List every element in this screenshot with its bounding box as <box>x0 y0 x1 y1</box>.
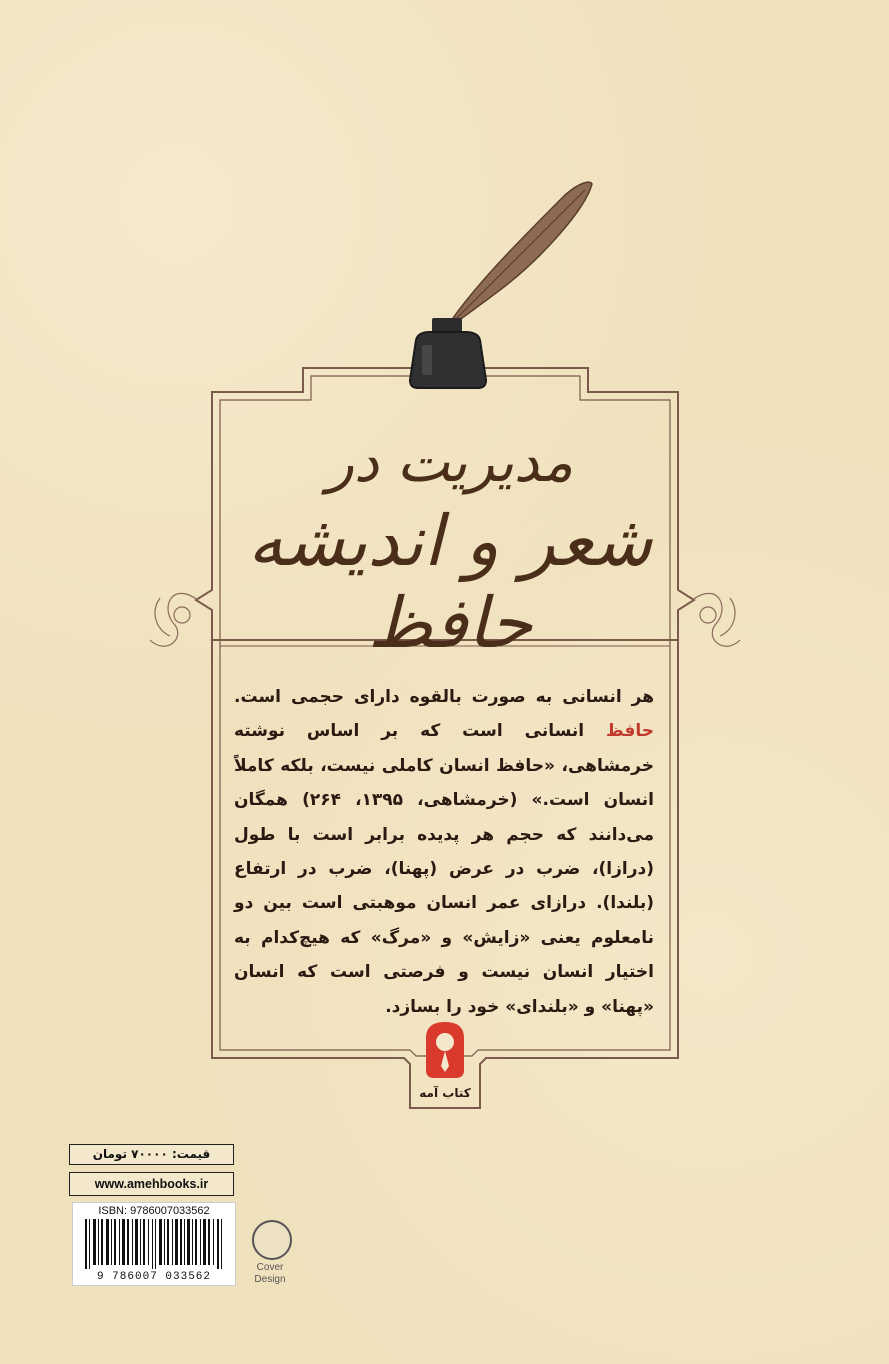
cover-design-label <box>243 1262 297 1286</box>
price-label: قیمت: ۷۰۰۰۰ تومان <box>69 1144 234 1165</box>
publisher-name: کتاب آمه <box>419 1086 471 1100</box>
inkwell-icon <box>410 318 486 388</box>
barcode-digits: 9 786007 033562 <box>96 1271 212 1283</box>
isbn-label: ISBN: 9786007033562 <box>98 1205 210 1217</box>
website-label: www.amehbooks.ir <box>69 1172 234 1196</box>
cover-design-line-1: Cover <box>256 1262 284 1273</box>
right-ornament-icon <box>692 593 740 646</box>
description-highlight: حافظ <box>606 721 654 742</box>
title-line-1: مدیریت در <box>326 430 574 495</box>
publisher-logo-icon <box>422 1018 468 1082</box>
barcode <box>72 1202 236 1286</box>
description-opening: هر انسانی به صورت بالقوه دارای حجمی است. <box>234 687 654 707</box>
quill-icon <box>445 182 592 330</box>
title-line-2: شعر و اندیشه حافظ <box>247 500 653 664</box>
book-description <box>234 680 654 1024</box>
cover-design-line-2: Design <box>254 1274 286 1285</box>
barcode-bars <box>85 1219 225 1269</box>
cover-design-seal-icon <box>252 1220 292 1260</box>
description-rest: انسانی است که بر اساس نوشته خرمشاهی، «حافظ انسان کاملی نیست، بلکه کاملاً انسان است.» (خرمشاهی، ۱۳۹۵، ۲۶۴) همگان می‌دانند که حجم هر پدیده برابر است با طول (درازا)، ضرب در عرض (پهنا)، ضرب در ارتفاع (بلندا). درازای عمر انسان موهبتی است بین دو نامعلوم یعنی «زایش» و «مرگ» که هیچ‌کدام به اختیار انسان نیست و فرصتی است که انسان «پهنا» و «بلندای» خود را بسازد. <box>234 721 654 1017</box>
left-ornament-icon <box>150 593 198 646</box>
